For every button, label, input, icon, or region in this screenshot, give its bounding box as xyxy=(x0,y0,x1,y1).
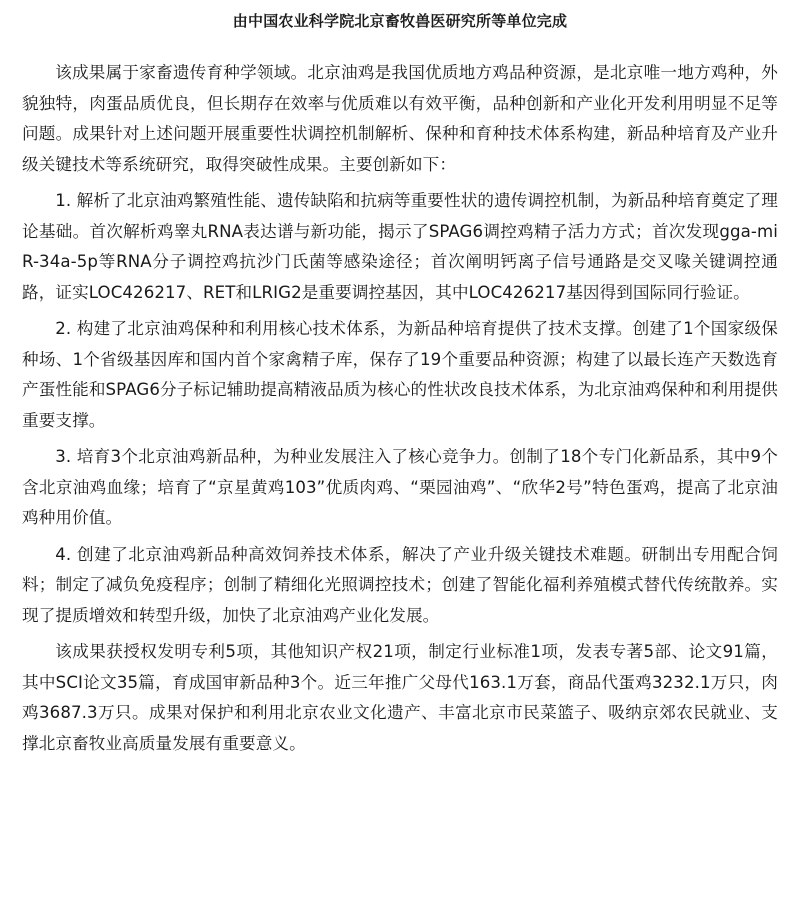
paragraph-innovation-3: 3. 培育3个北京油鸡新品种，为种业发展注入了核心竞争力。创制了18个专门化新品系，其中9个含北京油鸡血缘；培育了“京星黄鸡103”优质肉鸡、“栗园油鸡”、“欣华2号”特色蛋鸡，提高了北京油鸡种用价值。 xyxy=(22,447,778,527)
paragraph-innovation-2: 2. 构建了北京油鸡保种和利用核心技术体系，为新品种培育提供了技术支撑。创建了1个国家级保种场、1个省级基因库和国内首个家禽精子库，保存了19个重要品种资源；构建了以最长连产天数选育产蛋性能和SPAG6分子标记辅助提高精液品质为核心的性状改良技术体系，为北京油鸡保种和利用提供重要支撑。 xyxy=(22,319,778,430)
paragraph-intro: 该成果属于家畜遗传育种学领域。北京油鸡是我国优质地方鸡品种资源，是北京唯一地方鸡种，外貌独特，肉蛋品质优良，但长期存在效率与优质难以有效平衡，品种创新和产业化开发利用明显不足等问题。成果针对上述问题开展重要性状调控机制解析、保种和育种技术体系构建，新品种培育及产业升级关键技术等系统研究，取得突破性成果。主要创新如下： xyxy=(22,63,778,174)
document-title: 由中国农业科学院北京畜牧兽医研究所等单位完成 xyxy=(232,12,568,30)
paragraph-innovation-4: 4. 创建了北京油鸡新品种高效饲养技术体系，解决了产业升级关键技术难题。研制出专用配合饲料；制定了减负免疫程序；创制了精细化光照调控技术；创建了智能化福利养殖模式替代传统散养。实现了提质增效和转型升级，加快了北京油鸡产业化发展。 xyxy=(22,544,778,625)
paragraph-innovation-1: 1. 解析了北京油鸡繁殖性能、遗传缺陷和抗病等重要性状的遗传调控机制，为新品种培育奠定了理论基础。首次解析鸡睾丸RNA表达谱与新功能，揭示了SPAG6调控鸡精子活力方式；首次发现gga-miR-34a-5p等RNA分子调控鸡抗沙门氏菌等感染途径；首次阐明钙离子信号通路是交叉喙关键调控通路，证实LOC426217、RET和LRIG2是重要调控基因，其中LOC426217基因得到国际同行验证。 xyxy=(22,191,778,302)
paragraph-summary: 该成果获授权发明专利5项，其他知识产权21项，制定行业标准1项，发表专著5部、论文91篇，其中SCI论文35篇，育成国审新品种3个。近三年推广父母代163.1万套，商品代蛋鸡3232.1万只，肉鸡3687.3万只。成果对保护和利用北京农业文化遗产、丰富北京市民菜篮子、吸纳京郊农民就业、支撑北京畜牧业高质量发展有重要意义。 xyxy=(22,642,778,753)
